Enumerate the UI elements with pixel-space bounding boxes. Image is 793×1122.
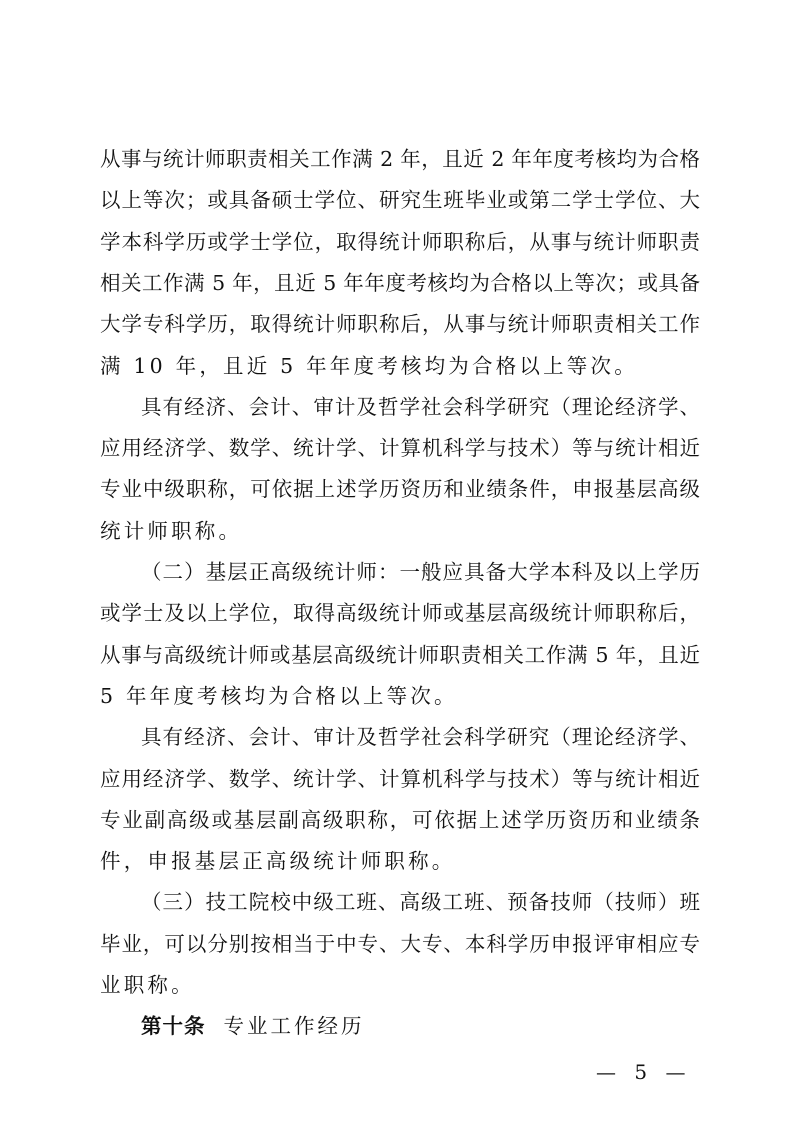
paragraph-first-line: （三）技工院校中级工班、高级工班、预备技师（技师）班: [141, 890, 700, 915]
text-line: 业职称。: [100, 973, 195, 997]
text-line: 应用经济学、数学、统计学、计算机科学与技术）等与统计相近: [100, 766, 700, 791]
text-line: 大学专科学历，取得统计师职称后，从事与统计师职责相关工作: [100, 312, 700, 337]
paragraph-first-line: 具有经济、会计、审计及哲学社会科学研究（理论经济学、: [141, 725, 700, 750]
text-line: 学本科学历或学士学位，取得统计师职称后，从事与统计师职责: [100, 229, 700, 254]
article-number: 第十条: [141, 1014, 206, 1039]
text-line: 从事与统计师职责相关工作满 2 年，且近 2 年年度考核均为合格: [100, 147, 700, 171]
text-line: 满 10 年，且近 5 年年度考核均为合格以上等次。: [100, 353, 638, 378]
text-line: 5 年年度考核均为合格以上等次。: [100, 683, 458, 708]
article-title: 专业工作经历: [223, 1014, 365, 1039]
paragraph-first-line: （二）基层正高级统计师：一般应具备大学本科及以上学历: [141, 560, 700, 584]
text-line: 统计师职称。: [100, 518, 243, 543]
paragraph-first-line: 具有经济、会计、审计及哲学社会科学研究（理论经济学、: [141, 394, 700, 419]
text-line: 毕业，可以分别按相当于中专、大专、本科学历申报评审相应专: [100, 931, 700, 956]
text-line: 件，申报基层正高级统计师职称。: [100, 849, 456, 874]
text-line: 相关工作满 5 年，且近 5 年年度考核均为合格以上等次；或具备: [100, 270, 700, 295]
page-number: — 5 —: [596, 1060, 692, 1085]
text-line: 从事与高级统计师或基层高级统计师职责相关工作满 5 年，且近: [100, 642, 700, 667]
text-line: 或学士及以上学位，取得高级统计师或基层高级统计师职称后，: [100, 601, 700, 626]
article-heading: [141, 1009, 365, 1043]
text-line: 应用经济学、数学、统计学、计算机科学与技术）等与统计相近: [100, 436, 700, 461]
text-line: 专业副高级或基层副高级职称，可依据上述学历资历和业绩条: [100, 807, 700, 832]
text-line: 专业中级职称，可依据上述学历资历和业绩条件，申报基层高级: [100, 477, 700, 502]
text-line: 以上等次；或具备硕士学位、研究生班毕业或第二学士学位、大: [100, 188, 700, 213]
